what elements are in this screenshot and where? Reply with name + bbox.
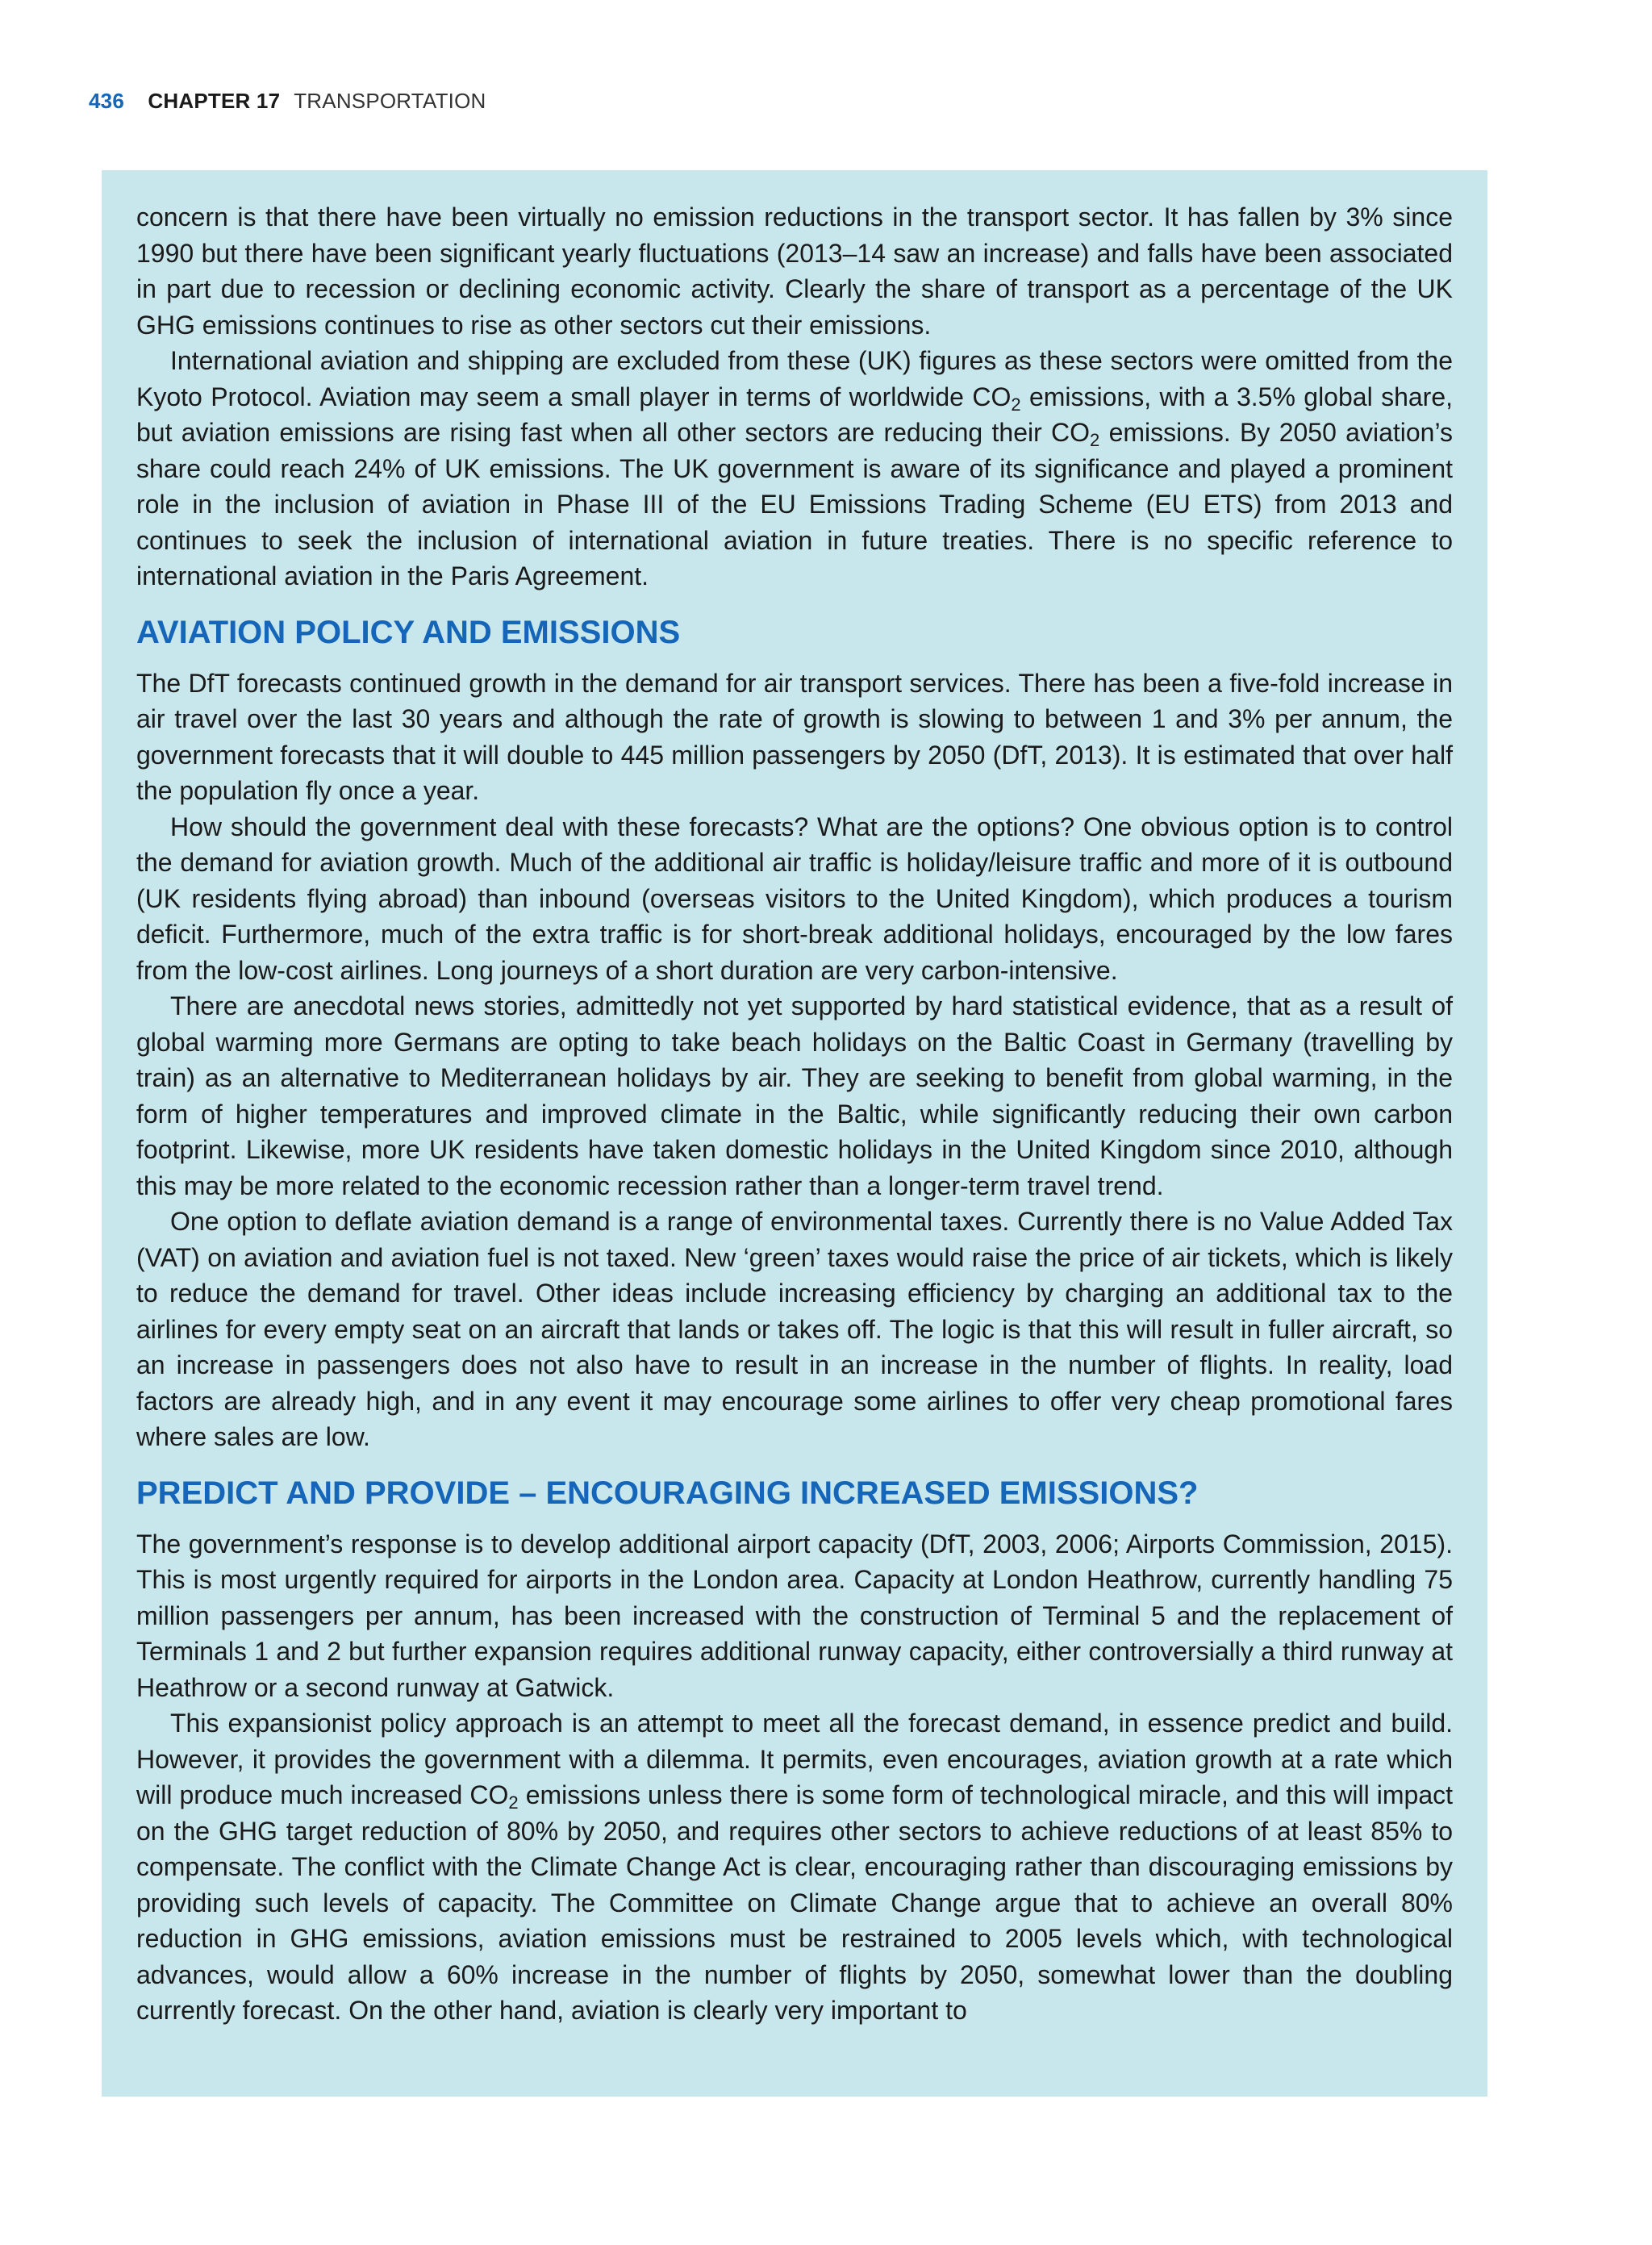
running-head: [89, 89, 486, 114]
paragraph-8-part-a: This expansionist policy approach is an attempt to meet all the forecast demand, in essence predict and build. However, it provides the government with a dilemma. It permits, even encourages, aviation growth at a rate which will produce much increased CO: [136, 1709, 1453, 1809]
page-number: 436: [89, 89, 124, 113]
paragraph-4: How should the government deal with these forecasts? What are the options? One obvious option is to control the demand for aviation growth. Much of the additional air traffic is holiday/leisure traffic and more of it is outbound (UK residents flying abroad) than inbound (overseas visitors to the United Kingdom), which produces a tourism deficit. Furthermore, much of the extra traffic is for short-break additional holidays, encouraged by the low fares from the low-cost airlines. Long journeys of a short duration are very carbon-intensive.: [136, 812, 1453, 985]
paragraph-2-part-b: emissions, with a 3.5% global share, but aviation emissions are rising fast when all other sectors are reducing their CO: [136, 382, 1454, 447]
paragraph-2: [136, 343, 1453, 595]
paragraph-2-part-a: International aviation and shipping are excluded from these (UK) figures as these sectors were omitted from the Kyoto Protocol. Aviation may seem a small player in terms of worldwide CO: [136, 346, 1453, 411]
paragraph-1: concern is that there have been virtually no emission reductions in the transport sector. It has fallen by 3% since 1990 but there have been significant yearly fluctuations (2013–14 saw an increase) and falls have been associated in part due to recession or declining economic activity. Clearly the share of transport as a percentage of the UK GHG emissions continues to rise as other sectors cut their emissions.: [136, 202, 1453, 340]
paragraph-6: One option to deflate aviation demand is a range of environmental taxes. Currently there is no Value Added Tax (VAT) on aviation and aviation fuel is not taxed. New ‘green’ taxes would raise the price of air tickets, which is likely to reduce the demand for travel. Other ideas include increasing efficiency by charging an additional tax to the airlines for every empty seat on an aircraft that lands or takes off. The logic is that this will result in fuller aircraft, so an increase in passengers does not also have to result in an increase in the number of flights. In reality, load factors are already high, and in any event it may encourage some airlines to offer very cheap promotional fares where sales are low.: [136, 1207, 1453, 1451]
co2-subscript: 2: [1011, 394, 1021, 415]
paragraph-8: [136, 1705, 1453, 2029]
highlight-box: [102, 170, 1487, 2097]
chapter-title: TRANSPORTATION: [294, 89, 486, 113]
chapter-label: CHAPTER 17: [148, 89, 281, 113]
paragraph-2-part-c: emissions. By 2050 aviation’s share could reach 24% of UK emissions. The UK government is aware of its significance and played a prominent role in the inclusion of aviation in Phase III of the EU Emissions Trading Scheme (EU ETS) from 2013 and continues to seek the inclusion of international aviation in future treaties. There is no specific reference to international aviation in the Paris Agreement.: [136, 418, 1453, 590]
paragraph-3: The DfT forecasts continued growth in the demand for air transport services. There has been a five-fold increase in air travel over the last 30 years and although the rate of growth is slowing to between 1 and 3% per annum, the government forecasts that it will double to 445 million passengers by 2050 (DfT, 2013). It is estimated that over half the population fly once a year.: [136, 668, 1453, 805]
paragraph-7: The government’s response is to develop additional airport capacity (DfT, 2003, 2006; Airports Commission, 2015). This is most urgently required for airports in the London area. Capacity at London Heathrow, currently handling 75 million passengers per annum, has been increased with the construction of Terminal 5 and the replacement of Terminals 1 and 2 but further expansion requires additional runway capacity, either controversially a third runway at Heathrow or a second runway at Gatwick.: [136, 1529, 1453, 1702]
paragraph-5: There are anecdotal news stories, admittedly not yet supported by hard statistical evidence, that as a result of global warming more Germans are opting to take beach holidays on the Baltic Coast in Germany (travelling by train) as an alternative to Mediterranean holidays by air. They are seeking to benefit from global warming, in the form of higher temperatures and improved climate in the Baltic, while significantly reducing their own carbon footprint. Likewise, more UK residents have taken domestic holidays in the United Kingdom since 2010, although this may be more related to the economic recession rather than a longer-term travel trend.: [136, 991, 1453, 1200]
section-heading-predict-provide: PREDICT AND PROVIDE – ENCOURAGING INCREASED EMISSIONS?: [136, 1475, 1199, 1511]
co2-subscript: 2: [1090, 430, 1100, 450]
co2-subscript: 2: [508, 1792, 519, 1813]
section-heading-aviation-policy: AVIATION POLICY AND EMISSIONS: [136, 614, 681, 650]
paragraph-8-part-b: emissions unless there is some form of technological miracle, and this will impact on the GHG target reduction of 80% by 2050, and requires other sectors to achieve reductions of at least 85% to compensate. The conflict with the Climate Change Act is clear, encouraging rather than discouraging emissions by providing such levels of capacity. The Committee on Climate Change argue that to achieve an overall 80% reduction in GHG emissions, aviation emissions must be restrained to 2005 levels which, with technological advances, would allow a 60% increase in the number of flights by 2050, somewhat lower than the doubling currently forecast. On the other hand, aviation is clearly very important to: [136, 1780, 1454, 2025]
